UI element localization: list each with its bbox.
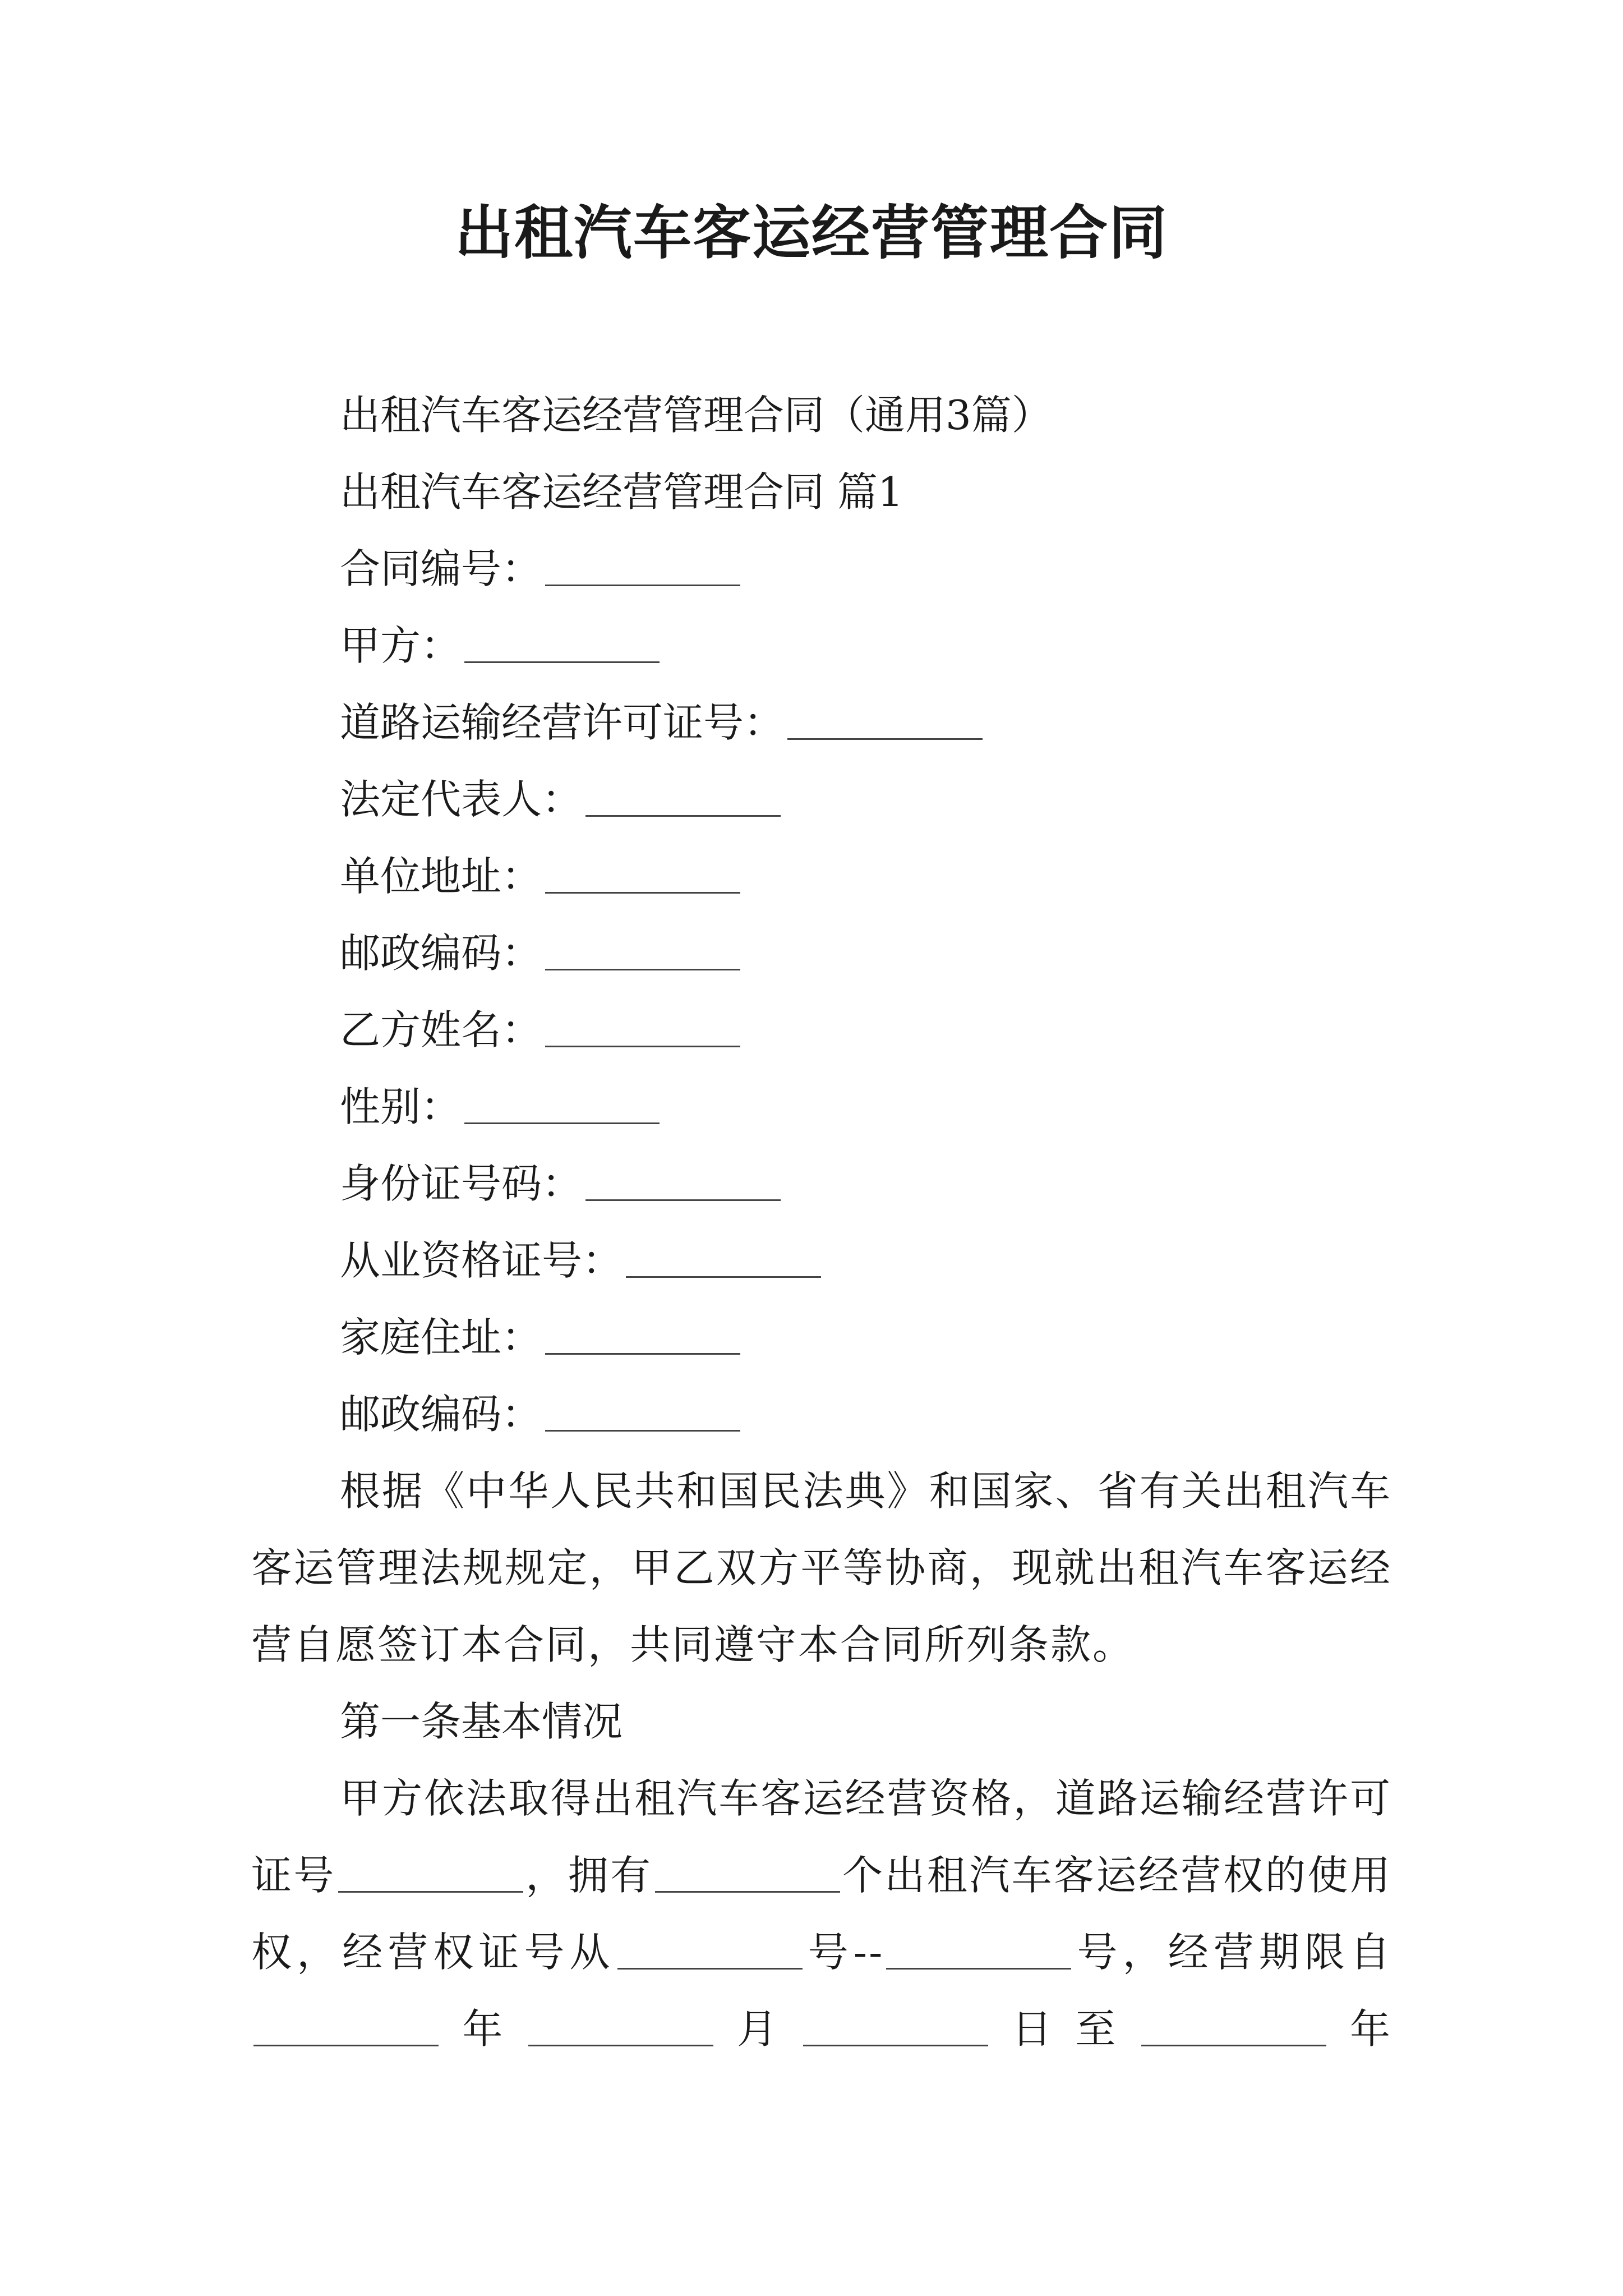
document-body <box>251 377 1392 2068</box>
fill-blank[interactable] <box>253 2044 439 2046</box>
field-party-a <box>251 608 1392 684</box>
article-text: 日至 <box>990 2005 1139 2053</box>
document-title: 出租汽车客运经营管理合同 <box>454 198 1168 267</box>
fill-blank[interactable] <box>464 661 660 663</box>
fill-blank[interactable] <box>338 1890 523 1893</box>
field-contract-number <box>251 531 1392 608</box>
article-text: 年 <box>1328 2005 1392 2053</box>
fill-blank[interactable] <box>886 1967 1071 1970</box>
fill-blank[interactable] <box>626 1276 821 1278</box>
field-company-address <box>251 838 1392 915</box>
fill-blank[interactable] <box>617 1967 803 1970</box>
fill-blank[interactable] <box>655 1890 840 1893</box>
fill-blank[interactable] <box>528 2044 713 2046</box>
field-label: 性别： <box>340 1083 462 1130</box>
fill-blank[interactable] <box>585 815 781 817</box>
intro-paragraph: 根据《中华人民共和国民法典》和国家、省有关出租汽车客运管理法规规定，甲乙双方平等协商，现就出租汽车客运经营自愿签订本合同，共同遵守本合同所列条款。 <box>251 1467 1392 1668</box>
article-text: 号-- <box>804 1929 884 1976</box>
fill-blank[interactable] <box>545 1045 740 1047</box>
fill-blank[interactable] <box>1141 2044 1326 2046</box>
field-postal-code-b <box>251 1376 1392 1453</box>
article-text: 甲方依法取得出租汽车客运经营资格，道路运输经营许可证号 <box>251 1775 1392 1899</box>
field-label: 家庭住址： <box>340 1314 542 1361</box>
field-postal-code-a <box>251 915 1392 992</box>
article-1-paragraph <box>251 1760 1392 2068</box>
article-text: ，拥有 <box>525 1852 653 1899</box>
field-party-b-name <box>251 992 1392 1069</box>
fill-blank[interactable] <box>545 891 740 894</box>
article-text: 月 <box>715 2005 801 2053</box>
fill-blank[interactable] <box>585 1199 781 1201</box>
field-label: 邮政编码： <box>340 930 542 977</box>
field-label: 法定代表人： <box>340 776 583 823</box>
field-id-number <box>251 1145 1392 1222</box>
field-label: 从业资格证号： <box>340 1237 623 1284</box>
field-label: 乙方姓名： <box>340 1006 542 1053</box>
fill-blank[interactable] <box>545 1429 740 1432</box>
part-heading: 出租汽车客运经营管理合同 篇1 <box>340 468 903 516</box>
fill-blank[interactable] <box>545 584 740 586</box>
field-qualification-number <box>251 1222 1392 1299</box>
field-legal-representative <box>251 761 1392 838</box>
fill-blank[interactable] <box>803 2044 988 2046</box>
fill-blank[interactable] <box>545 968 740 970</box>
field-label: 邮政编码： <box>340 1391 542 1438</box>
field-label: 合同编号： <box>340 545 542 592</box>
field-label: 单位地址： <box>340 853 542 900</box>
fill-blank[interactable] <box>545 1352 740 1355</box>
fill-blank[interactable] <box>787 738 983 740</box>
article-text: 号，经营期限自 <box>1073 1929 1392 1976</box>
field-gender <box>251 1069 1392 1145</box>
fill-blank[interactable] <box>464 1122 660 1124</box>
subtitle: 出租汽车客运经营管理合同（通用3篇） <box>340 392 1052 439</box>
field-license-number <box>251 684 1392 761</box>
article-1-heading: 第一条基本情况 <box>340 1698 623 1745</box>
field-home-address <box>251 1299 1392 1376</box>
article-text: 个出租汽车客运经营权的使用权，经营权证号从 <box>251 1852 1392 1976</box>
field-label: 身份证号码： <box>340 1160 583 1207</box>
field-label: 道路运输经营许可证号： <box>340 699 785 746</box>
field-label: 甲方： <box>340 622 462 669</box>
article-text: 年 <box>441 2005 526 2053</box>
